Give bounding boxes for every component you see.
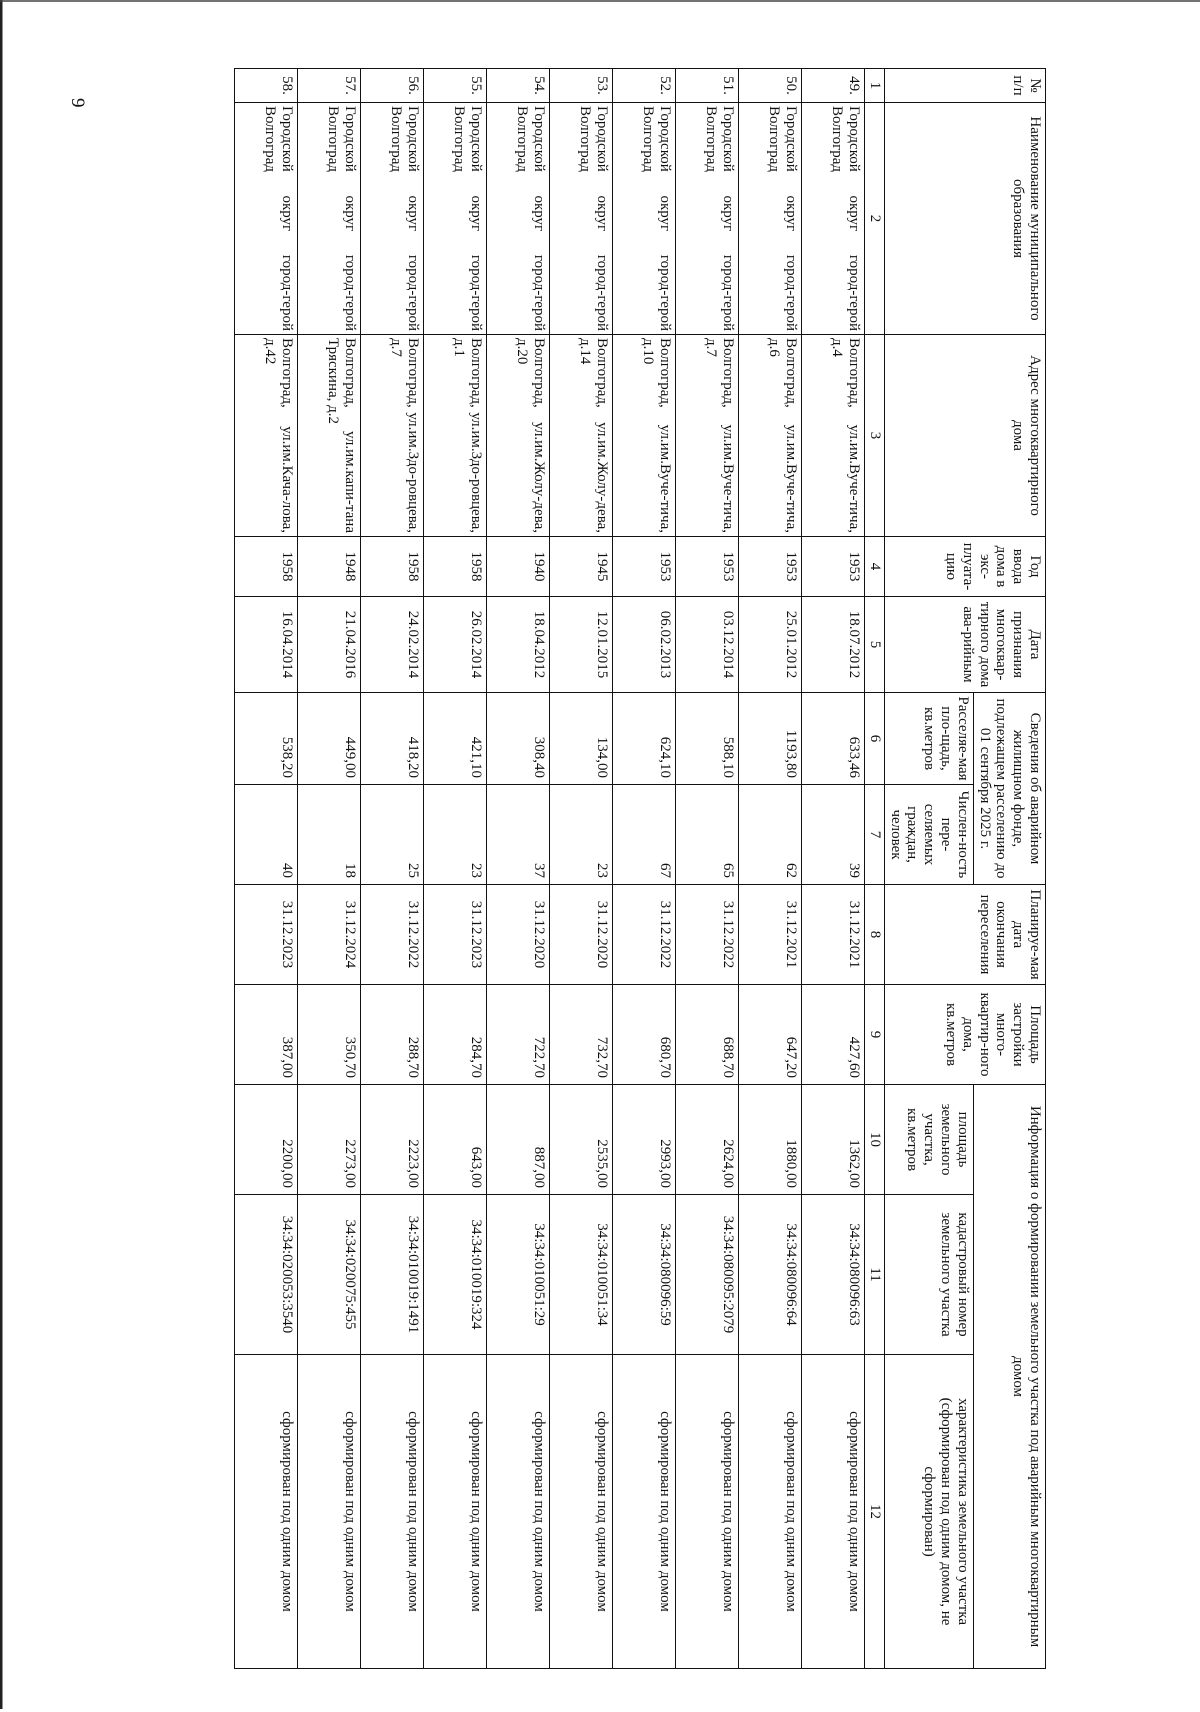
building-area-cell: 647,20 bbox=[739, 985, 802, 1085]
resettled-people-cell: 25 bbox=[361, 785, 424, 885]
year-cell: 1945 bbox=[550, 537, 613, 597]
land-status-cell: сформирован под одним домом bbox=[739, 1355, 802, 1669]
resettled-area-cell: 134,00 bbox=[550, 693, 613, 785]
resettled-area-cell: 1193,80 bbox=[739, 693, 802, 785]
header-year: Год ввода дома в экс-плуата-цию bbox=[884, 537, 1045, 597]
planned-date-cell: 31.12.2022 bbox=[613, 885, 676, 985]
row-number: 53. bbox=[550, 69, 613, 103]
year-cell: 1940 bbox=[487, 537, 550, 597]
row-number: 51. bbox=[676, 69, 739, 103]
column-number: 6 bbox=[865, 693, 885, 785]
land-area-cell: 1362,00 bbox=[802, 1085, 865, 1195]
resettled-area-cell: 418,20 bbox=[361, 693, 424, 785]
cadastral-number-cell: 34:34:010019:1491 bbox=[361, 1195, 424, 1355]
cadastral-number-cell: 34:34:010019:324 bbox=[424, 1195, 487, 1355]
address-cell: Волгоград, ул.им.Здо-ровцева, д.1 bbox=[424, 335, 487, 537]
planned-date-cell: 31.12.2023 bbox=[235, 885, 298, 985]
land-status-cell: сформирован под одним домом bbox=[802, 1355, 865, 1669]
planned-date-cell: 31.12.2023 bbox=[424, 885, 487, 985]
resettled-area-cell: 538,20 bbox=[235, 693, 298, 785]
year-cell: 1958 bbox=[424, 537, 487, 597]
land-area-cell: 887,00 bbox=[487, 1085, 550, 1195]
planned-date-cell: 31.12.2021 bbox=[739, 885, 802, 985]
planned-date-cell: 31.12.2020 bbox=[487, 885, 550, 985]
recognition-date-cell: 18.04.2012 bbox=[487, 597, 550, 693]
column-number: 2 bbox=[865, 103, 885, 335]
recognition-date-cell: 16.04.2014 bbox=[235, 597, 298, 693]
municipality-cell: Городской округ город-герой Волгоград bbox=[613, 103, 676, 335]
recognition-date-cell: 25.01.2012 bbox=[739, 597, 802, 693]
resettled-area-cell: 624,10 bbox=[613, 693, 676, 785]
cadastral-number-cell: 34:34:020075:455 bbox=[298, 1195, 361, 1355]
table-row bbox=[298, 69, 361, 1669]
emergency-housing-table bbox=[234, 68, 1046, 1669]
recognition-date-cell: 12.01.2015 bbox=[550, 597, 613, 693]
recognition-date-cell: 24.02.2014 bbox=[361, 597, 424, 693]
recognition-date-cell: 18.07.2012 bbox=[802, 597, 865, 693]
building-area-cell: 288,70 bbox=[361, 985, 424, 1085]
year-cell: 1958 bbox=[235, 537, 298, 597]
column-number: 1 bbox=[865, 69, 885, 103]
column-number: 4 bbox=[865, 537, 885, 597]
column-number: 5 bbox=[865, 597, 885, 693]
header-group-housing-fund: Сведения об аварийном жилищном фонде, подлежащем расселению до 01 сентября 2025 г. bbox=[973, 693, 1045, 885]
cadastral-number-cell: 34:34:080096:63 bbox=[802, 1195, 865, 1355]
header-resettled-people: Числен-ность пере-селяемых граждан, человек bbox=[884, 785, 973, 885]
planned-date-cell: 31.12.2020 bbox=[550, 885, 613, 985]
year-cell: 1953 bbox=[802, 537, 865, 597]
land-area-cell: 2624,00 bbox=[676, 1085, 739, 1195]
land-area-cell: 643,00 bbox=[424, 1085, 487, 1195]
address-cell: Волгоград, ул.им.Вуче-тича, д.10 bbox=[613, 335, 676, 537]
header-land-area: площадь земельного участка, кв.метров bbox=[884, 1085, 973, 1195]
land-status-cell: сформирован под одним домом bbox=[298, 1355, 361, 1669]
address-cell: Волгоград, ул.им.Вуче-тича, д.6 bbox=[739, 335, 802, 537]
resettled-area-cell: 421,10 bbox=[424, 693, 487, 785]
table-row bbox=[487, 69, 550, 1669]
municipality-cell: Городской округ город-герой Волгоград bbox=[424, 103, 487, 335]
column-number: 7 bbox=[865, 785, 885, 885]
land-status-cell: сформирован под одним домом bbox=[550, 1355, 613, 1669]
cadastral-number-cell: 34:34:080095:2079 bbox=[676, 1195, 739, 1355]
address-cell: Волгоград, ул.им.Вуче-тича, д.4 bbox=[802, 335, 865, 537]
resettled-people-cell: 40 bbox=[235, 785, 298, 885]
header-recognition-date: Дата признания многоквар-тирного дома ава-рийным bbox=[884, 597, 1045, 693]
column-number: 8 bbox=[865, 885, 885, 985]
header-group-land-plot: Информация о формировании земельного участка под аварийным многоквартирным домом bbox=[973, 1085, 1045, 1669]
column-number: 10 bbox=[865, 1085, 885, 1195]
address-cell: Волгоград, ул.им.Жолу-дева, д.20 bbox=[487, 335, 550, 537]
building-area-cell: 688,70 bbox=[676, 985, 739, 1085]
address-cell: Волгоград, ул.им.Вуче-тича, д.7 bbox=[676, 335, 739, 537]
municipality-cell: Городской округ город-герой Волгоград bbox=[361, 103, 424, 335]
building-area-cell: 284,70 bbox=[424, 985, 487, 1085]
land-status-cell: сформирован под одним домом bbox=[613, 1355, 676, 1669]
municipality-cell: Городской округ город-герой Волгоград bbox=[298, 103, 361, 335]
resettled-people-cell: 67 bbox=[613, 785, 676, 885]
column-numbers-row bbox=[865, 69, 885, 1669]
planned-date-cell: 31.12.2024 bbox=[298, 885, 361, 985]
table-row bbox=[424, 69, 487, 1669]
resettled-people-cell: 18 bbox=[298, 785, 361, 885]
municipality-cell: Городской округ город-герой Волгоград bbox=[676, 103, 739, 335]
year-cell: 1953 bbox=[613, 537, 676, 597]
land-area-cell: 1880,00 bbox=[739, 1085, 802, 1195]
cadastral-number-cell: 34:34:010051:29 bbox=[487, 1195, 550, 1355]
recognition-date-cell: 03.12.2014 bbox=[676, 597, 739, 693]
municipality-cell: Городской округ город-герой Волгоград bbox=[550, 103, 613, 335]
resettled-area-cell: 588,10 bbox=[676, 693, 739, 785]
column-number: 11 bbox=[865, 1195, 885, 1355]
building-area-cell: 722,70 bbox=[487, 985, 550, 1085]
planned-date-cell: 31.12.2022 bbox=[361, 885, 424, 985]
header-address: Адрес многоквартирного дома bbox=[884, 335, 1045, 537]
municipality-cell: Городской округ город-герой Волгоград bbox=[487, 103, 550, 335]
resettled-people-cell: 39 bbox=[802, 785, 865, 885]
address-cell: Волгоград, ул.им.Жолу-дева, д.14 bbox=[550, 335, 613, 537]
table-row bbox=[235, 69, 298, 1669]
land-area-cell: 2535,00 bbox=[550, 1085, 613, 1195]
row-number: 57. bbox=[298, 69, 361, 103]
column-number: 9 bbox=[865, 985, 885, 1085]
column-number: 12 bbox=[865, 1355, 885, 1669]
row-number: 52. bbox=[613, 69, 676, 103]
land-status-cell: сформирован под одним домом bbox=[676, 1355, 739, 1669]
address-cell: Волгоград, ул.им.капи-тана Тряскина, д.2 bbox=[298, 335, 361, 537]
row-number: 50. bbox=[739, 69, 802, 103]
planned-date-cell: 31.12.2021 bbox=[802, 885, 865, 985]
building-area-cell: 732,70 bbox=[550, 985, 613, 1085]
planned-date-cell: 31.12.2022 bbox=[676, 885, 739, 985]
land-area-cell: 2273,00 bbox=[298, 1085, 361, 1195]
year-cell: 1958 bbox=[361, 537, 424, 597]
table-row bbox=[613, 69, 676, 1669]
building-area-cell: 680,70 bbox=[613, 985, 676, 1085]
resettled-area-cell: 449,00 bbox=[298, 693, 361, 785]
municipality-cell: Городской округ город-герой Волгоград bbox=[739, 103, 802, 335]
land-area-cell: 2993,00 bbox=[613, 1085, 676, 1195]
row-number: 55. bbox=[424, 69, 487, 103]
header-row-top bbox=[973, 69, 1045, 1669]
resettled-area-cell: 308,40 bbox=[487, 693, 550, 785]
header-resettled-area: Расселяе-мая пло-щадь, кв.метров bbox=[884, 693, 973, 785]
land-area-cell: 2200,00 bbox=[235, 1085, 298, 1195]
address-cell: Волгоград, ул.им.Здо-ровцева, д.7 bbox=[361, 335, 424, 537]
row-number: 58. bbox=[235, 69, 298, 103]
land-status-cell: сформирован под одним домом bbox=[424, 1355, 487, 1669]
header-land-status: характеристика земельного участка (сформирован под одним домом, не сформирован) bbox=[884, 1355, 973, 1669]
year-cell: 1953 bbox=[739, 537, 802, 597]
year-cell: 1948 bbox=[298, 537, 361, 597]
header-planned-date: Планируе-мая дата окончания переселения bbox=[884, 885, 1045, 985]
row-number: 56. bbox=[361, 69, 424, 103]
header-number: № п/п bbox=[884, 69, 1045, 103]
cadastral-number-cell: 34:34:010051:34 bbox=[550, 1195, 613, 1355]
table-row bbox=[676, 69, 739, 1669]
table-row bbox=[802, 69, 865, 1669]
land-area-cell: 2223,00 bbox=[361, 1085, 424, 1195]
resettled-people-cell: 65 bbox=[676, 785, 739, 885]
address-cell: Волгоград, ул.им.Кача-лова, д.42 bbox=[235, 335, 298, 537]
year-cell: 1953 bbox=[676, 537, 739, 597]
column-number: 3 bbox=[865, 335, 885, 537]
building-area-cell: 387,00 bbox=[235, 985, 298, 1085]
resettled-people-cell: 23 bbox=[424, 785, 487, 885]
building-area-cell: 350,70 bbox=[298, 985, 361, 1085]
resettled-area-cell: 633,46 bbox=[802, 693, 865, 785]
land-status-cell: сформирован под одним домом bbox=[487, 1355, 550, 1669]
header-cadastral-number: кадастровый номер земельного участка bbox=[884, 1195, 973, 1355]
land-status-cell: сформирован под одним домом bbox=[235, 1355, 298, 1669]
building-area-cell: 427,60 bbox=[802, 985, 865, 1085]
cadastral-number-cell: 34:34:020053:3540 bbox=[235, 1195, 298, 1355]
resettled-people-cell: 62 bbox=[739, 785, 802, 885]
header-municipality: Наименование муниципального образования bbox=[884, 103, 1045, 335]
row-number: 49. bbox=[802, 69, 865, 103]
resettled-people-cell: 23 bbox=[550, 785, 613, 885]
page-number: 9 bbox=[67, 98, 88, 108]
header-building-area: Площадь застройки много-квартир-ного дома, кв.метров bbox=[884, 985, 1045, 1085]
recognition-date-cell: 06.02.2013 bbox=[613, 597, 676, 693]
recognition-date-cell: 26.02.2014 bbox=[424, 597, 487, 693]
table-row bbox=[550, 69, 613, 1669]
rotated-sheet bbox=[98, 12, 1198, 1712]
cadastral-number-cell: 34:34:080096:59 bbox=[613, 1195, 676, 1355]
land-status-cell: сформирован под одним домом bbox=[361, 1355, 424, 1669]
resettled-people-cell: 37 bbox=[487, 785, 550, 885]
municipality-cell: Городской округ город-герой Волгоград bbox=[235, 103, 298, 335]
cadastral-number-cell: 34:34:080096:64 bbox=[739, 1195, 802, 1355]
table-row bbox=[361, 69, 424, 1669]
table-row bbox=[739, 69, 802, 1669]
recognition-date-cell: 21.04.2016 bbox=[298, 597, 361, 693]
municipality-cell: Городской округ город-герой Волгоград bbox=[802, 103, 865, 335]
row-number: 54. bbox=[487, 69, 550, 103]
